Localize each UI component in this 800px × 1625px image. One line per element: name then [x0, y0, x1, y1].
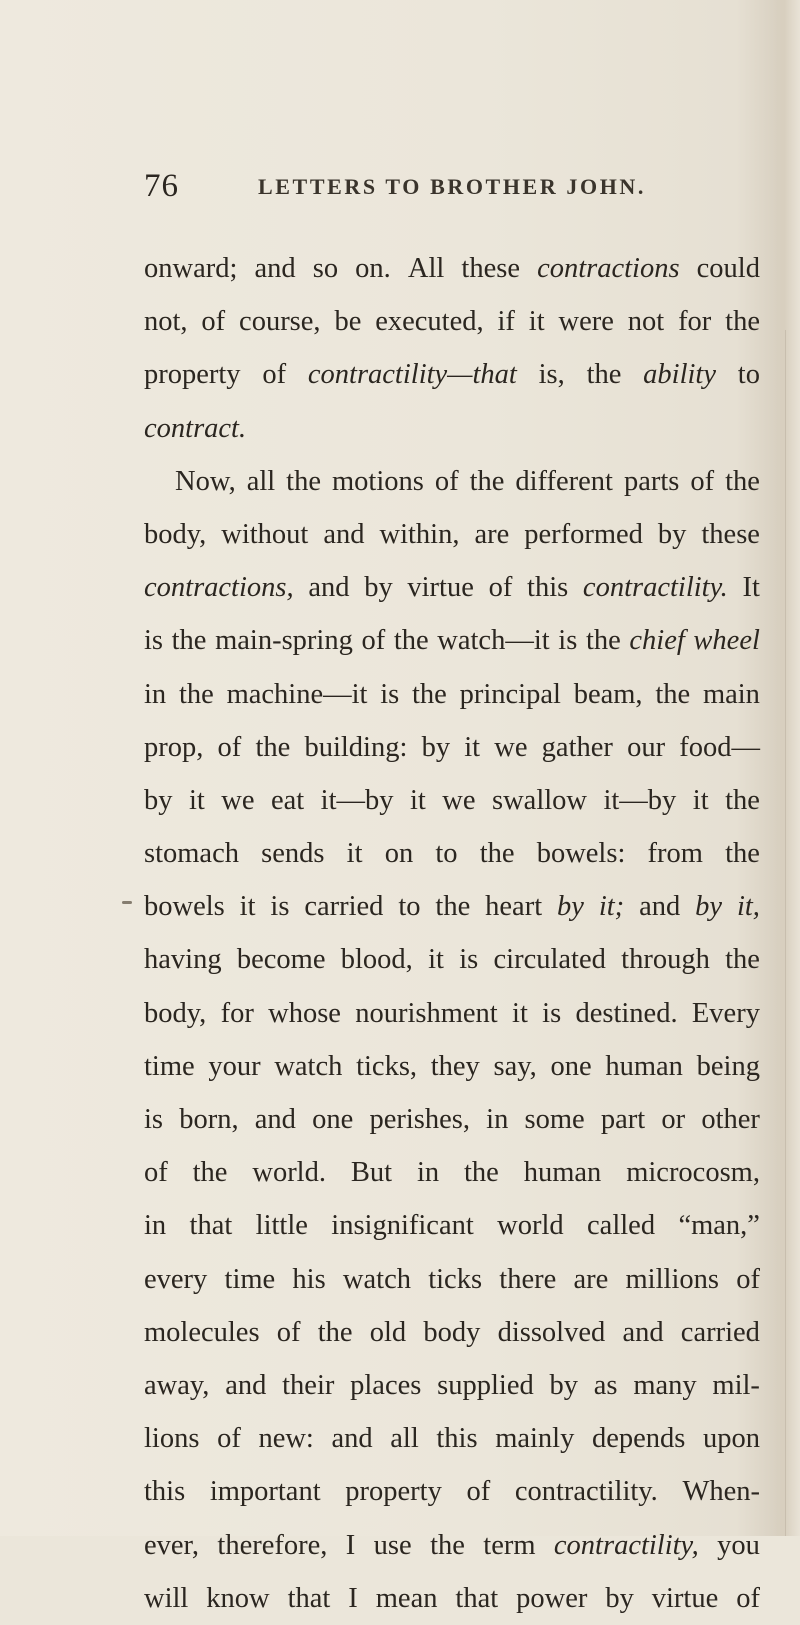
margin-mark [122, 901, 132, 904]
text-line: this important property of contractility. When- [144, 1476, 760, 1508]
text-line: body, for whose nourishment it is destined. Every [144, 997, 760, 1029]
text-line: contract. [144, 412, 247, 444]
text-line: ever, therefore, I use the term contractility, you [144, 1529, 760, 1561]
text-line: body, without and within, are performed by these [144, 518, 760, 550]
text-line: property of contractility—that is, the ability to [144, 359, 760, 391]
text-line: in the machine—it is the principal beam, the main [144, 678, 760, 710]
text-line: is the main-spring of the watch—it is the chief wheel [144, 625, 760, 657]
page-header [144, 166, 704, 206]
text-line: of the world. But in the human microcosm, [144, 1157, 760, 1189]
text-line: onward; and so on. All these contractions could [144, 253, 760, 284]
text-line: away, and their places supplied by as many mil- [144, 1369, 760, 1401]
text-line: is born, and one perishes, in some part or other [144, 1104, 760, 1135]
text-line: lions of new: and all this mainly depends upon [144, 1423, 760, 1455]
page-gutter-shadow [774, 0, 800, 1536]
text-line: molecules of the old body dissolved and carried [144, 1316, 760, 1348]
text-line: prop, of the building: by it we gather our food— [144, 731, 760, 763]
text-line: bowels it is carried to the heart by it; and by it, [144, 891, 760, 923]
text-line: time your watch ticks, they say, one human being [144, 1050, 760, 1082]
page-number: 76 [144, 168, 179, 204]
text-line: in that little insignificant world called “man,” [144, 1210, 760, 1242]
body-text [144, 242, 760, 1625]
paragraph-start-line: Now, all the motions of the different parts of the [175, 465, 760, 497]
text-line: stomach sends it on to the bowels: from the [144, 838, 760, 870]
text-line: not, of course, be executed, if it were not for the [144, 306, 760, 338]
page-edge-line [785, 330, 786, 1536]
text-line: will know that I mean that power by virtue of [144, 1582, 760, 1614]
text-line: having become blood, it is circulated through the [144, 944, 760, 976]
running-head: LETTERS TO BROTHER JOHN. [258, 174, 647, 199]
text-line: by it we eat it—by it we swallow it—by it the [144, 784, 760, 816]
text-line: every time his watch ticks there are millions of [144, 1263, 760, 1295]
text-line: contractions, and by virtue of this contractility. It [144, 572, 760, 604]
